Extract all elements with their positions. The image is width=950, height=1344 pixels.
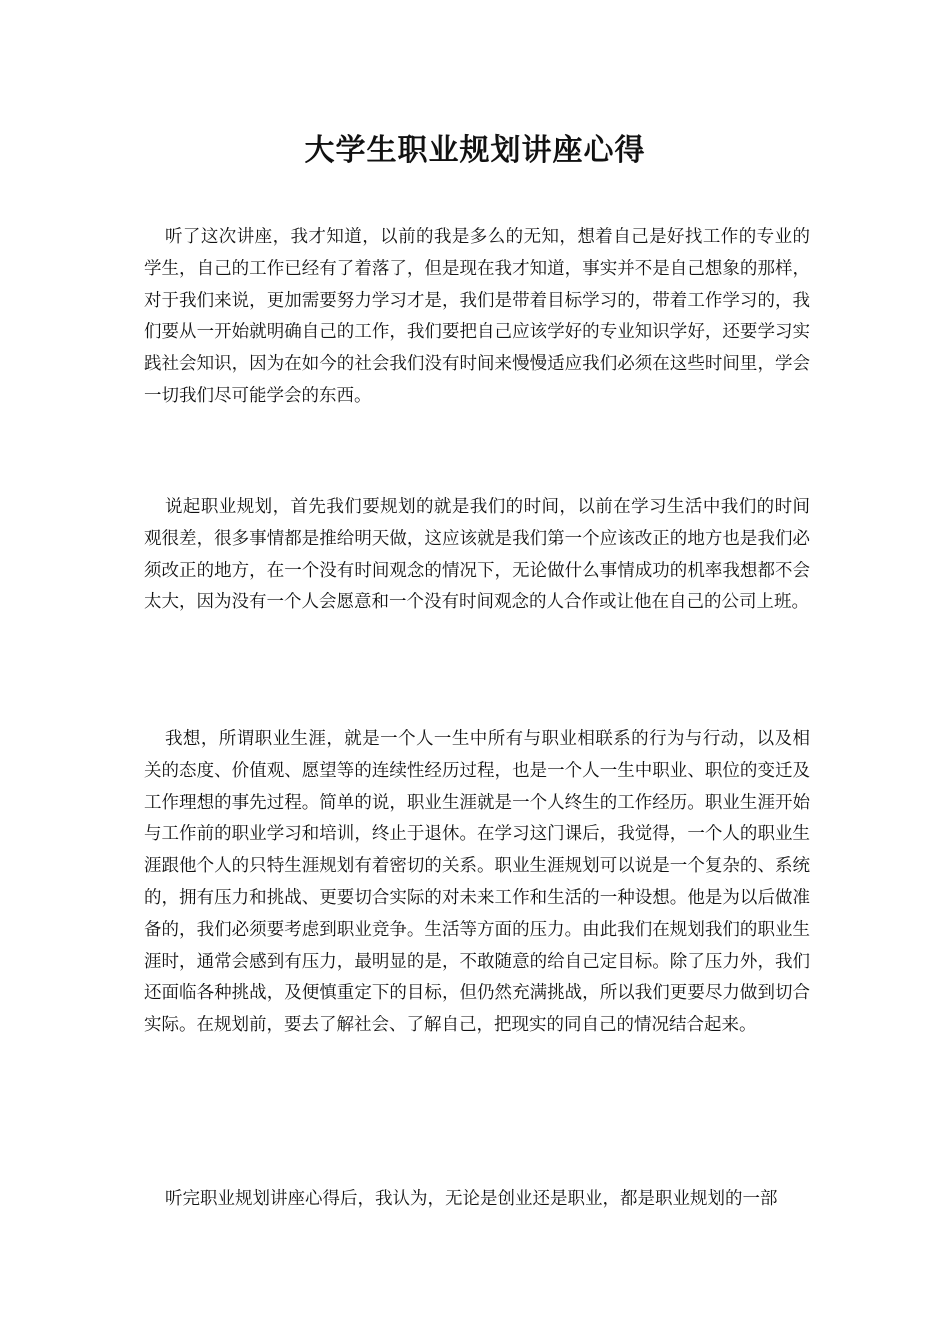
paragraph-3: 我想，所谓职业生涯，就是一个人一生中所有与职业相联系的行为与行动，以及相关的态度、价值观、愿望等的连续性经历过程，也是一个人一生中职业、职位的变迁及工作理想的事先过程。简单的说，职业生涯就是一个人终生的工作经历。职业生涯开始与工作前的职业学习和培训，终止于退休。在学习这门课后，我觉得，一个人的职业生涯跟他个人的只特生涯规划有着密切的关系。职业生涯规划可以说是一个复杂的、系统的，拥有压力和挑战、更要切合实际的对未来工作和生活的一种设想。他是为以后做准备的，我们必须要考虑到职业竞争。生活等方面的压力。由此我们在规划我们的职业生涯时，通常会感到有压力，最明显的是，不敢随意的给自己定目标。除了压力外，我们还面临各种挑战，及便慎重定下的目标，但仍然充满挑战，所以我们更要尽力做到切合实际。在规划前，要去了解社会、了解自己，把现实的同自己的情况结合起来。 [144, 729, 810, 1036]
paragraph-2: 说起职业规划，首先我们要规划的就是我们的时间，以前在学习生活中我们的时间观很差，很多事情都是推给明天做，这应该就是我们第一个应该改正的地方也是我们必须改正的地方，在一个没有时间观念的情况下，无论做什么事情成功的机率我想都不会太大，因为没有一个人会愿意和一个没有时间观念的人合作或让他在自己的公司上班。 [144, 497, 810, 613]
paragraph-4: 听完职业规划讲座心得后，我认为，无论是创业还是职业，都是职业规划的一部 [165, 1189, 778, 1209]
document-title: 大学生职业规划讲座心得 [304, 133, 646, 168]
paragraph-1: 听了这次讲座，我才知道，以前的我是多么的无知，想着自己是好找工作的专业的学生，自己的工作已经有了着落了，但是现在我才知道，事实并不是自己想象的那样，对于我们来说，更加需要努力学习才是，我们是带着目标学习的，带着工作学习的，我们要从一开始就明确自己的工作，我们要把自己应该学好的专业知识学好，还要学习实践社会知识，因为在如今的社会我们没有时间来慢慢适应我们必须在这些时间里，学会一切我们尽可能学会的东西。 [144, 227, 810, 406]
